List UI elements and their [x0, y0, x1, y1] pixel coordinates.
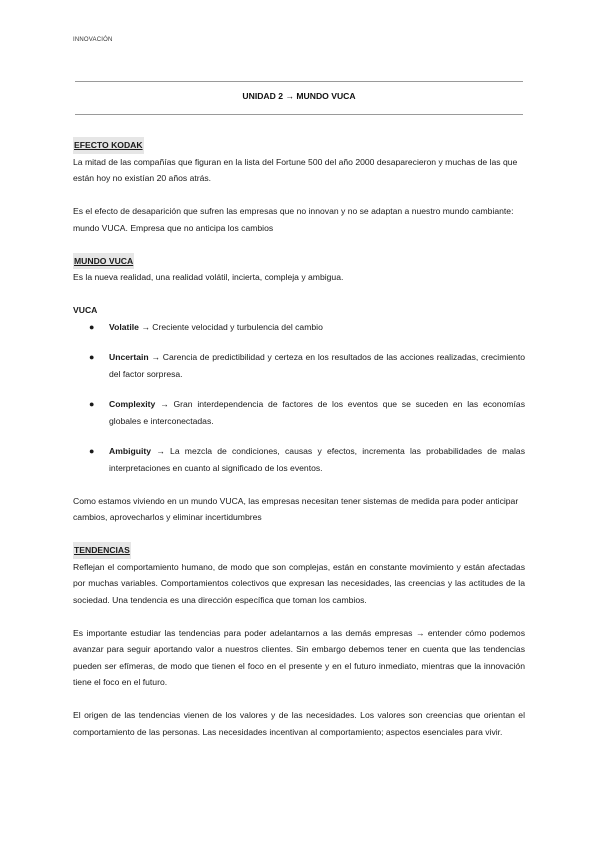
unit-title: UNIDAD 2 → MUNDO VUCA [242, 91, 356, 101]
tendencias-paragraph-3: El origen de las tendencias vienen de los valores y de las necesidades. Los valores son creencias que orientan el comportamiento de las personas. Las necesidades incentivan al comportamiento; aspectos esenciales para vivir. [73, 710, 525, 737]
kodak-paragraph-2: Es el efecto de desaparición que sufren las empresas que no innovan y no se adaptan a nuestro mundo cambiante: mundo VUCA. Empresa que no anticipa los cambios [73, 206, 514, 233]
vuca-term: Ambiguity [109, 446, 152, 456]
bullet-icon: ● [89, 399, 95, 409]
heading-tendencias: TENDENCIAS [73, 542, 131, 559]
vuca-term: Complexity [109, 399, 156, 409]
vuca-definition: → Carencia de predictibilidad y certeza en los resultados de las acciones realizadas, crecimiento del factor sorpresa. [109, 352, 525, 379]
list-item [73, 319, 525, 336]
running-header: INNOVACIÓN [73, 37, 113, 43]
vuca-list [73, 319, 525, 477]
tendencias-paragraph-1: Reflejan el comportamiento humano, de modo que son complejas, están en constante movimiento y están afectadas por muchas variables. Comportamientos colectivos que expresan las necesidades, las creencias y las actitudes de la sociedad. Una tendencia es una dirección específica que toman los cambios. [73, 561, 525, 605]
vuca-definition: → Gran interdependencia de factores de los eventos que se suceden en las economías globales e interconectadas. [109, 399, 525, 426]
bullet-icon: ● [89, 352, 95, 362]
mundo-vuca-paragraph: Es la nueva realidad, una realidad volátil, incierta, compleja y ambigua. [73, 272, 344, 282]
vuca-term: Uncertain [109, 352, 149, 362]
heading-mundo-vuca: MUNDO VUCA [73, 253, 134, 270]
title-rule-bottom [75, 114, 523, 115]
document-body [73, 137, 525, 740]
kodak-paragraph-1: La mitad de las compañías que figuran en la lista del Fortune 500 del año 2000 desaparecieron y muchas de las que están hoy no existían 20 años atrás. [73, 156, 518, 183]
list-item [73, 443, 525, 476]
heading-efecto-kodak: EFECTO KODAK [73, 137, 144, 154]
tendencias-paragraph-2: Es importante estudiar las tendencias para poder adelantarnos a las demás empresas → entender cómo podemos avanzar para seguir aportando valor a nuestros clientes. Sin embargo debemos tener en cuenta que las tendencias pueden ser efímeras, de modo que tienen el foco en el presente y en el futuro inmediato, mientras que la innovación tiene el foco en el futuro. [73, 627, 525, 687]
list-item [73, 349, 525, 382]
title-rule-top [75, 81, 523, 82]
vuca-term: Volatile [109, 321, 139, 332]
heading-vuca: VUCA [73, 305, 98, 315]
bullet-icon: ● [89, 321, 95, 332]
vuca-definition: → La mezcla de condiciones, causas y efectos, incrementa las probabilidades de malas interpretaciones en cuanto al significado de los eventos. [109, 446, 525, 473]
vuca-closing-paragraph: Como estamos viviendo en un mundo VUCA, las empresas necesitan tener sistemas de medida para poder anticipar cambios, aprovecharlos y eliminar incertidumbres [73, 495, 519, 522]
list-item [73, 396, 525, 429]
vuca-definition: → Creciente velocidad y turbulencia del cambio [138, 321, 323, 332]
bullet-icon: ● [89, 446, 95, 456]
